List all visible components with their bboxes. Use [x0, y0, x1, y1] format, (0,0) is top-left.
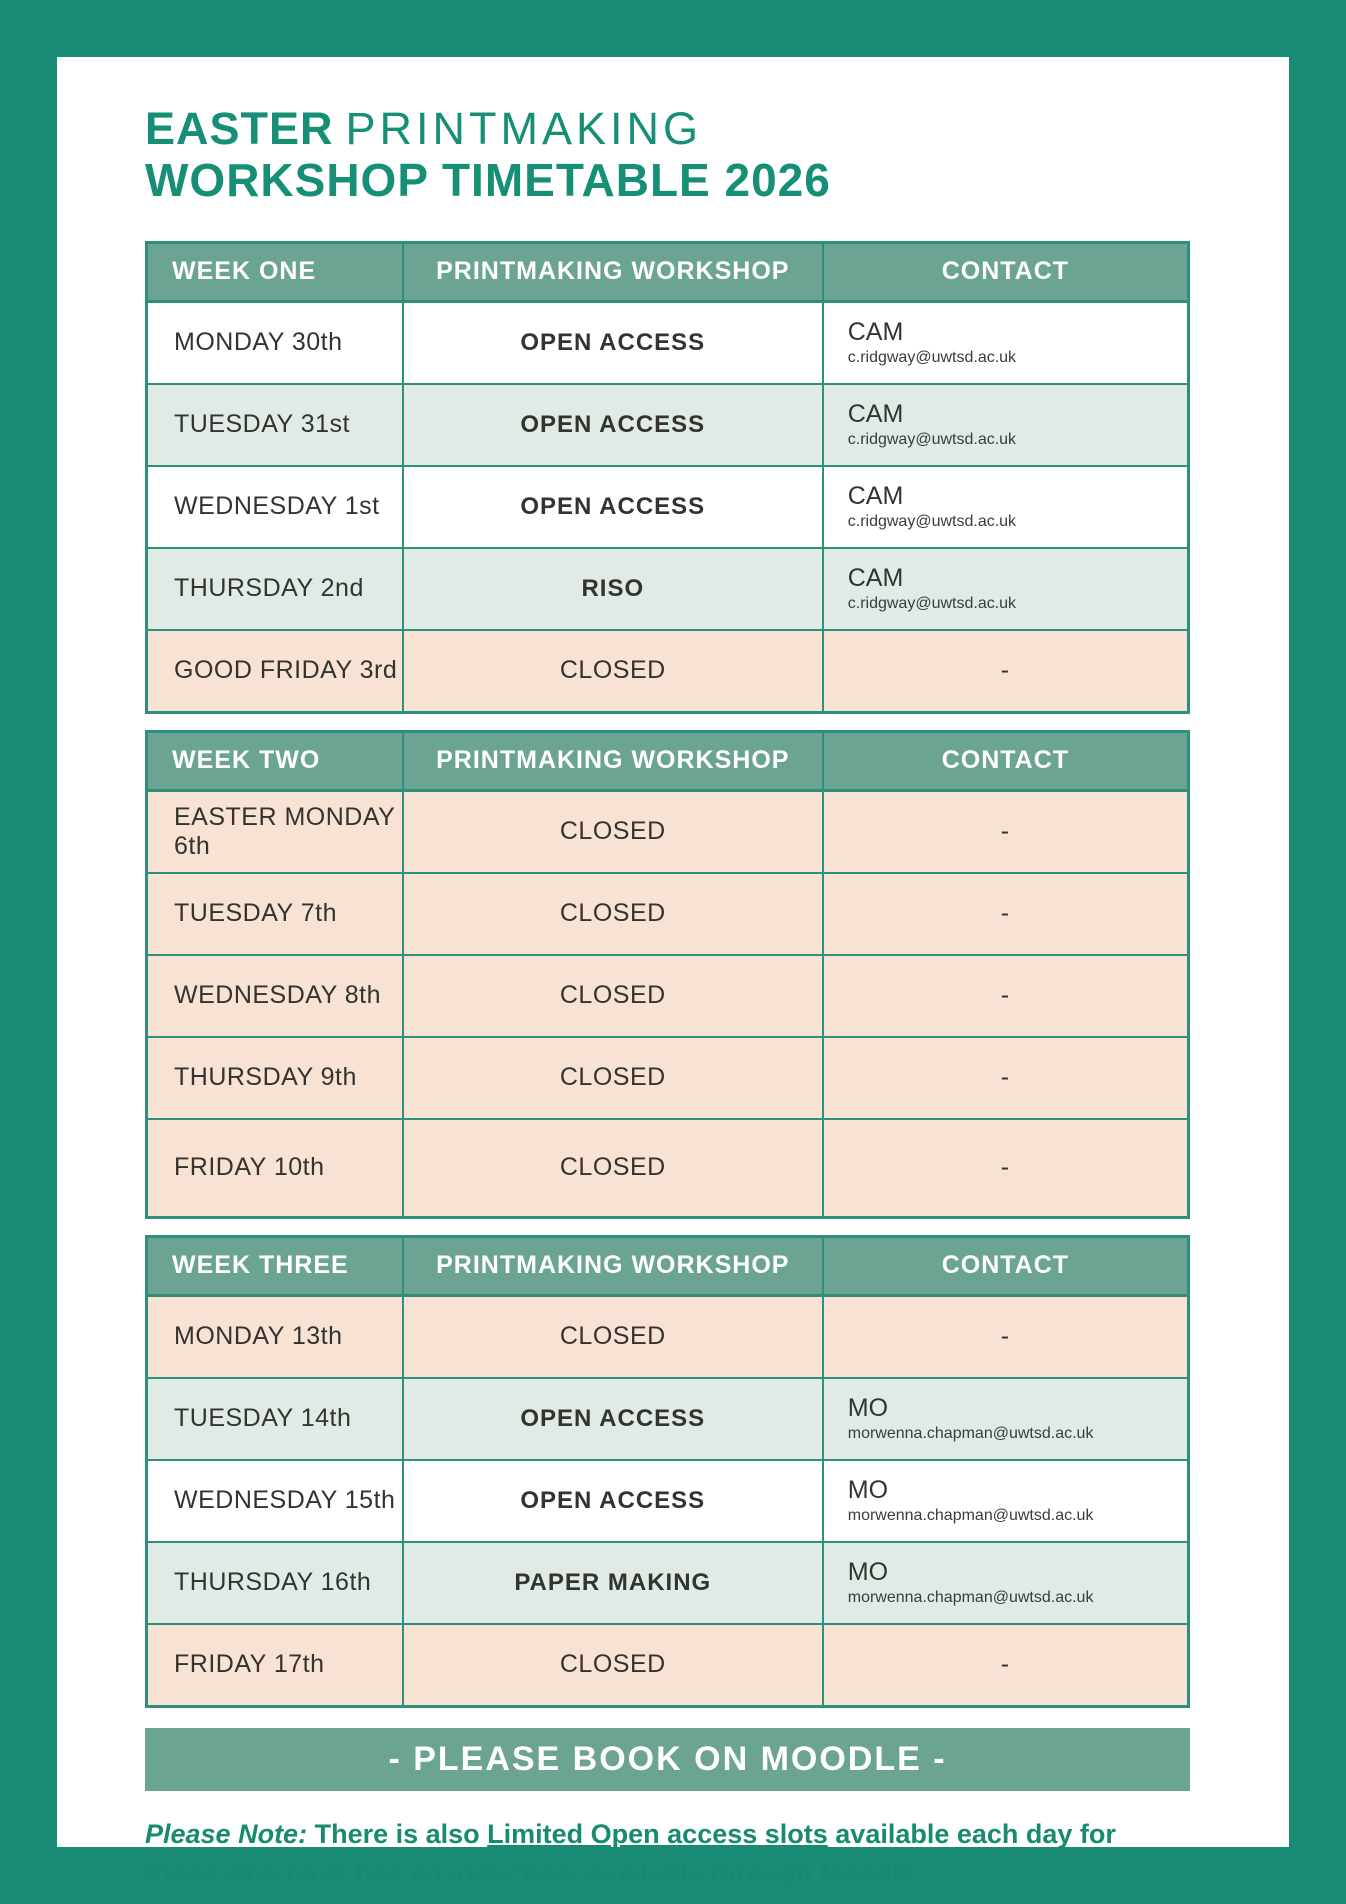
contact-cell: -: [823, 873, 1189, 955]
day-cell: WEDNESDAY 15th: [147, 1460, 403, 1542]
workshop-cell: OPEN ACCESS: [403, 466, 823, 548]
workshop-cell: CLOSED: [403, 1119, 823, 1218]
open-access-link[interactable]: Limited Open access slots: [487, 1818, 828, 1849]
contact-email: morwenna.chapman@uwtsd.ac.uk: [847, 1506, 1094, 1524]
timetable-week-one: [145, 241, 1190, 714]
workshop-cell: CLOSED: [403, 1295, 823, 1378]
workshop-cell: OPEN ACCESS: [403, 1460, 823, 1542]
header-row: [147, 242, 1189, 301]
table-row: [147, 630, 1189, 713]
contact-cell: [823, 1542, 1189, 1624]
day-cell: GOOD FRIDAY 3rd: [147, 630, 403, 713]
workshop-cell: CLOSED: [403, 630, 823, 713]
contact-cell: -: [823, 630, 1189, 713]
contact-name: MO: [847, 1557, 889, 1586]
workshop-header: PRINTMAKING WORKSHOP: [403, 1236, 823, 1295]
table-row: [147, 301, 1189, 384]
table-row: [147, 873, 1189, 955]
note-text-before: There is also: [307, 1818, 488, 1849]
poster-page: [57, 57, 1289, 1888]
contact-cell: [823, 1460, 1189, 1542]
contact-cell: -: [823, 1119, 1189, 1218]
contact-cell: [823, 466, 1189, 548]
workshop-cell: CLOSED: [403, 955, 823, 1037]
table-row: [147, 790, 1189, 873]
day-cell: TUESDAY 31st: [147, 384, 403, 466]
note-text-after: available each day for those who have had an induction. Available through Moodle.: [145, 1818, 1116, 1888]
workshop-cell: CLOSED: [403, 790, 823, 873]
contact-email: c.ridgway@uwtsd.ac.uk: [847, 430, 1017, 448]
contact-name: CAM: [847, 563, 904, 592]
day-cell: FRIDAY 17th: [147, 1624, 403, 1707]
contact-header: CONTACT: [823, 1236, 1189, 1295]
contact-name: CAM: [847, 399, 904, 428]
table-row: [147, 1460, 1189, 1542]
contact-header: CONTACT: [823, 242, 1189, 301]
table-row: [147, 384, 1189, 466]
workshop-cell: OPEN ACCESS: [403, 1378, 823, 1460]
contact-email: morwenna.chapman@uwtsd.ac.uk: [847, 1424, 1094, 1442]
table-row: [147, 1542, 1189, 1624]
day-cell: THURSDAY 2nd: [147, 548, 403, 630]
workshop-cell: RISO: [403, 548, 823, 630]
day-cell: TUESDAY 7th: [147, 873, 403, 955]
day-cell: WEDNESDAY 1st: [147, 466, 403, 548]
workshop-header: PRINTMAKING WORKSHOP: [403, 731, 823, 790]
title-easter: EASTER: [145, 103, 334, 154]
contact-name: MO: [847, 1475, 889, 1504]
title-line-1: [145, 103, 1247, 154]
workshop-cell: CLOSED: [403, 1624, 823, 1707]
table-row: [147, 1037, 1189, 1119]
contact-email: c.ridgway@uwtsd.ac.uk: [847, 512, 1017, 530]
table-row: [147, 955, 1189, 1037]
table-row: [147, 548, 1189, 630]
contact-name: MO: [847, 1393, 889, 1422]
contact-email: c.ridgway@uwtsd.ac.uk: [847, 594, 1017, 612]
table-row: [147, 1624, 1189, 1707]
header-row: [147, 731, 1189, 790]
day-cell: FRIDAY 10th: [147, 1119, 403, 1218]
note-prefix: Please Note:: [145, 1818, 308, 1849]
contact-header: CONTACT: [823, 731, 1189, 790]
workshop-cell: PAPER MAKING: [403, 1542, 823, 1624]
timetable-week-two: [145, 730, 1190, 1219]
table-row: [147, 466, 1189, 548]
contact-cell: [823, 301, 1189, 384]
contact-cell: [823, 548, 1189, 630]
day-cell: THURSDAY 16th: [147, 1542, 403, 1624]
contact-cell: -: [823, 1037, 1189, 1119]
workshop-cell: CLOSED: [403, 873, 823, 955]
header-row: [147, 1236, 1189, 1295]
workshop-cell: OPEN ACCESS: [403, 301, 823, 384]
table-row: [147, 1295, 1189, 1378]
contact-cell: -: [823, 1624, 1189, 1707]
contact-cell: -: [823, 955, 1189, 1037]
workshop-cell: CLOSED: [403, 1037, 823, 1119]
workshop-cell: OPEN ACCESS: [403, 384, 823, 466]
day-cell: MONDAY 30th: [147, 301, 403, 384]
week-header: WEEK ONE: [147, 242, 403, 301]
page-title: [145, 103, 1247, 207]
contact-cell: -: [823, 790, 1189, 873]
day-cell: TUESDAY 14th: [147, 1378, 403, 1460]
timetable-week-three: [145, 1235, 1190, 1708]
day-cell: WEDNESDAY 8th: [147, 955, 403, 1037]
table-row: [147, 1378, 1189, 1460]
day-cell: EASTER MONDAY 6th: [147, 790, 403, 873]
book-on-moodle-banner: - PLEASE BOOK ON MOODLE -: [145, 1728, 1190, 1791]
week-header: WEEK THREE: [147, 1236, 403, 1295]
day-cell: MONDAY 13th: [147, 1295, 403, 1378]
contact-name: CAM: [847, 317, 904, 346]
contact-cell: [823, 1378, 1189, 1460]
workshop-header: PRINTMAKING WORKSHOP: [403, 242, 823, 301]
contact-email: c.ridgway@uwtsd.ac.uk: [847, 348, 1017, 366]
table-row: [147, 1119, 1189, 1218]
week-header: WEEK TWO: [147, 731, 403, 790]
contact-name: CAM: [847, 481, 904, 510]
contact-email: morwenna.chapman@uwtsd.ac.uk: [847, 1588, 1094, 1606]
day-cell: THURSDAY 9th: [147, 1037, 403, 1119]
contact-cell: -: [823, 1295, 1189, 1378]
footer-note: [145, 1815, 1190, 1892]
contact-cell: [823, 384, 1189, 466]
title-line-2: WORKSHOP TIMETABLE 2026: [145, 154, 831, 207]
title-printmaking: PRINTMAKING: [345, 103, 703, 154]
